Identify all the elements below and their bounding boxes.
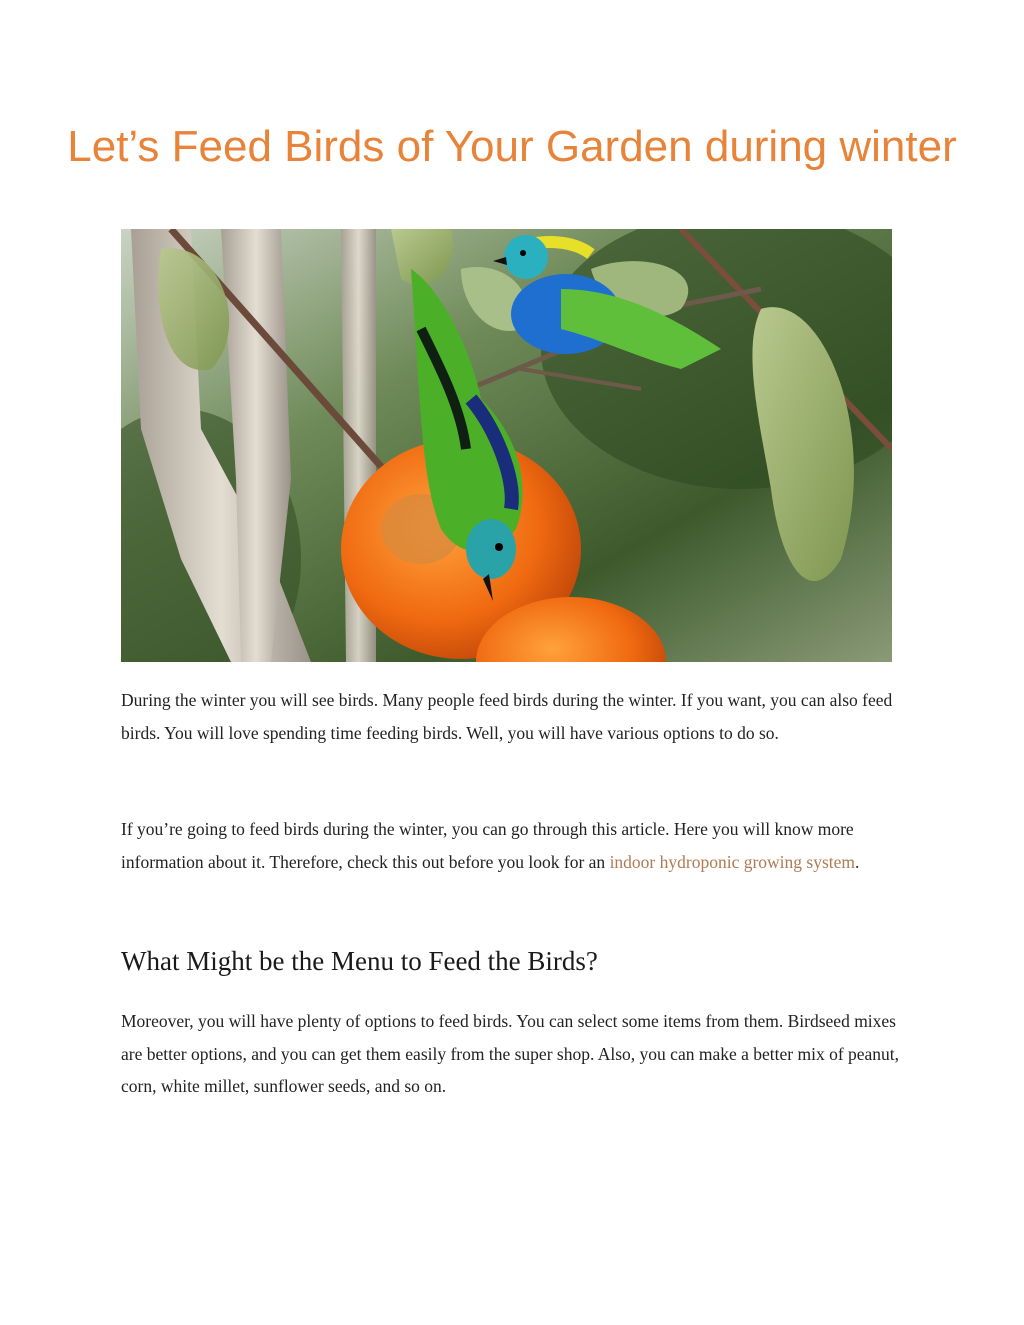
indoor-hydroponic-link[interactable]: indoor hydroponic growing system bbox=[609, 851, 856, 872]
section-heading: What Might be the Menu to Feed the Birds? bbox=[121, 946, 598, 976]
tanagers-persimmon-illustration bbox=[121, 229, 892, 662]
page-title: Let’s Feed Birds of Your Garden during winter bbox=[67, 122, 957, 171]
article-photo bbox=[121, 229, 892, 662]
menu-paragraph: Moreover, you will have plenty of options to feed birds. You can select some items from them. Birdseed mixes are better options, and you can get them easily from the super shop. Also, you can make a better mix of peanut, corn, white millet, sunflower seeds, and so on. bbox=[121, 1011, 900, 1096]
context-paragraph bbox=[121, 813, 911, 878]
intro-paragraph: During the winter you will see birds. Many people feed birds during the winter. If you want, you can also feed birds. You will love spending time feeding birds. Well, you will have various options to do so. bbox=[121, 690, 893, 743]
context-paragraph-text: If you’re going to feed birds during the winter, you can go through this article. Here you will know more information about it. Therefore, check this out before you look for an bbox=[121, 819, 854, 872]
context-paragraph-end: . bbox=[855, 851, 860, 872]
